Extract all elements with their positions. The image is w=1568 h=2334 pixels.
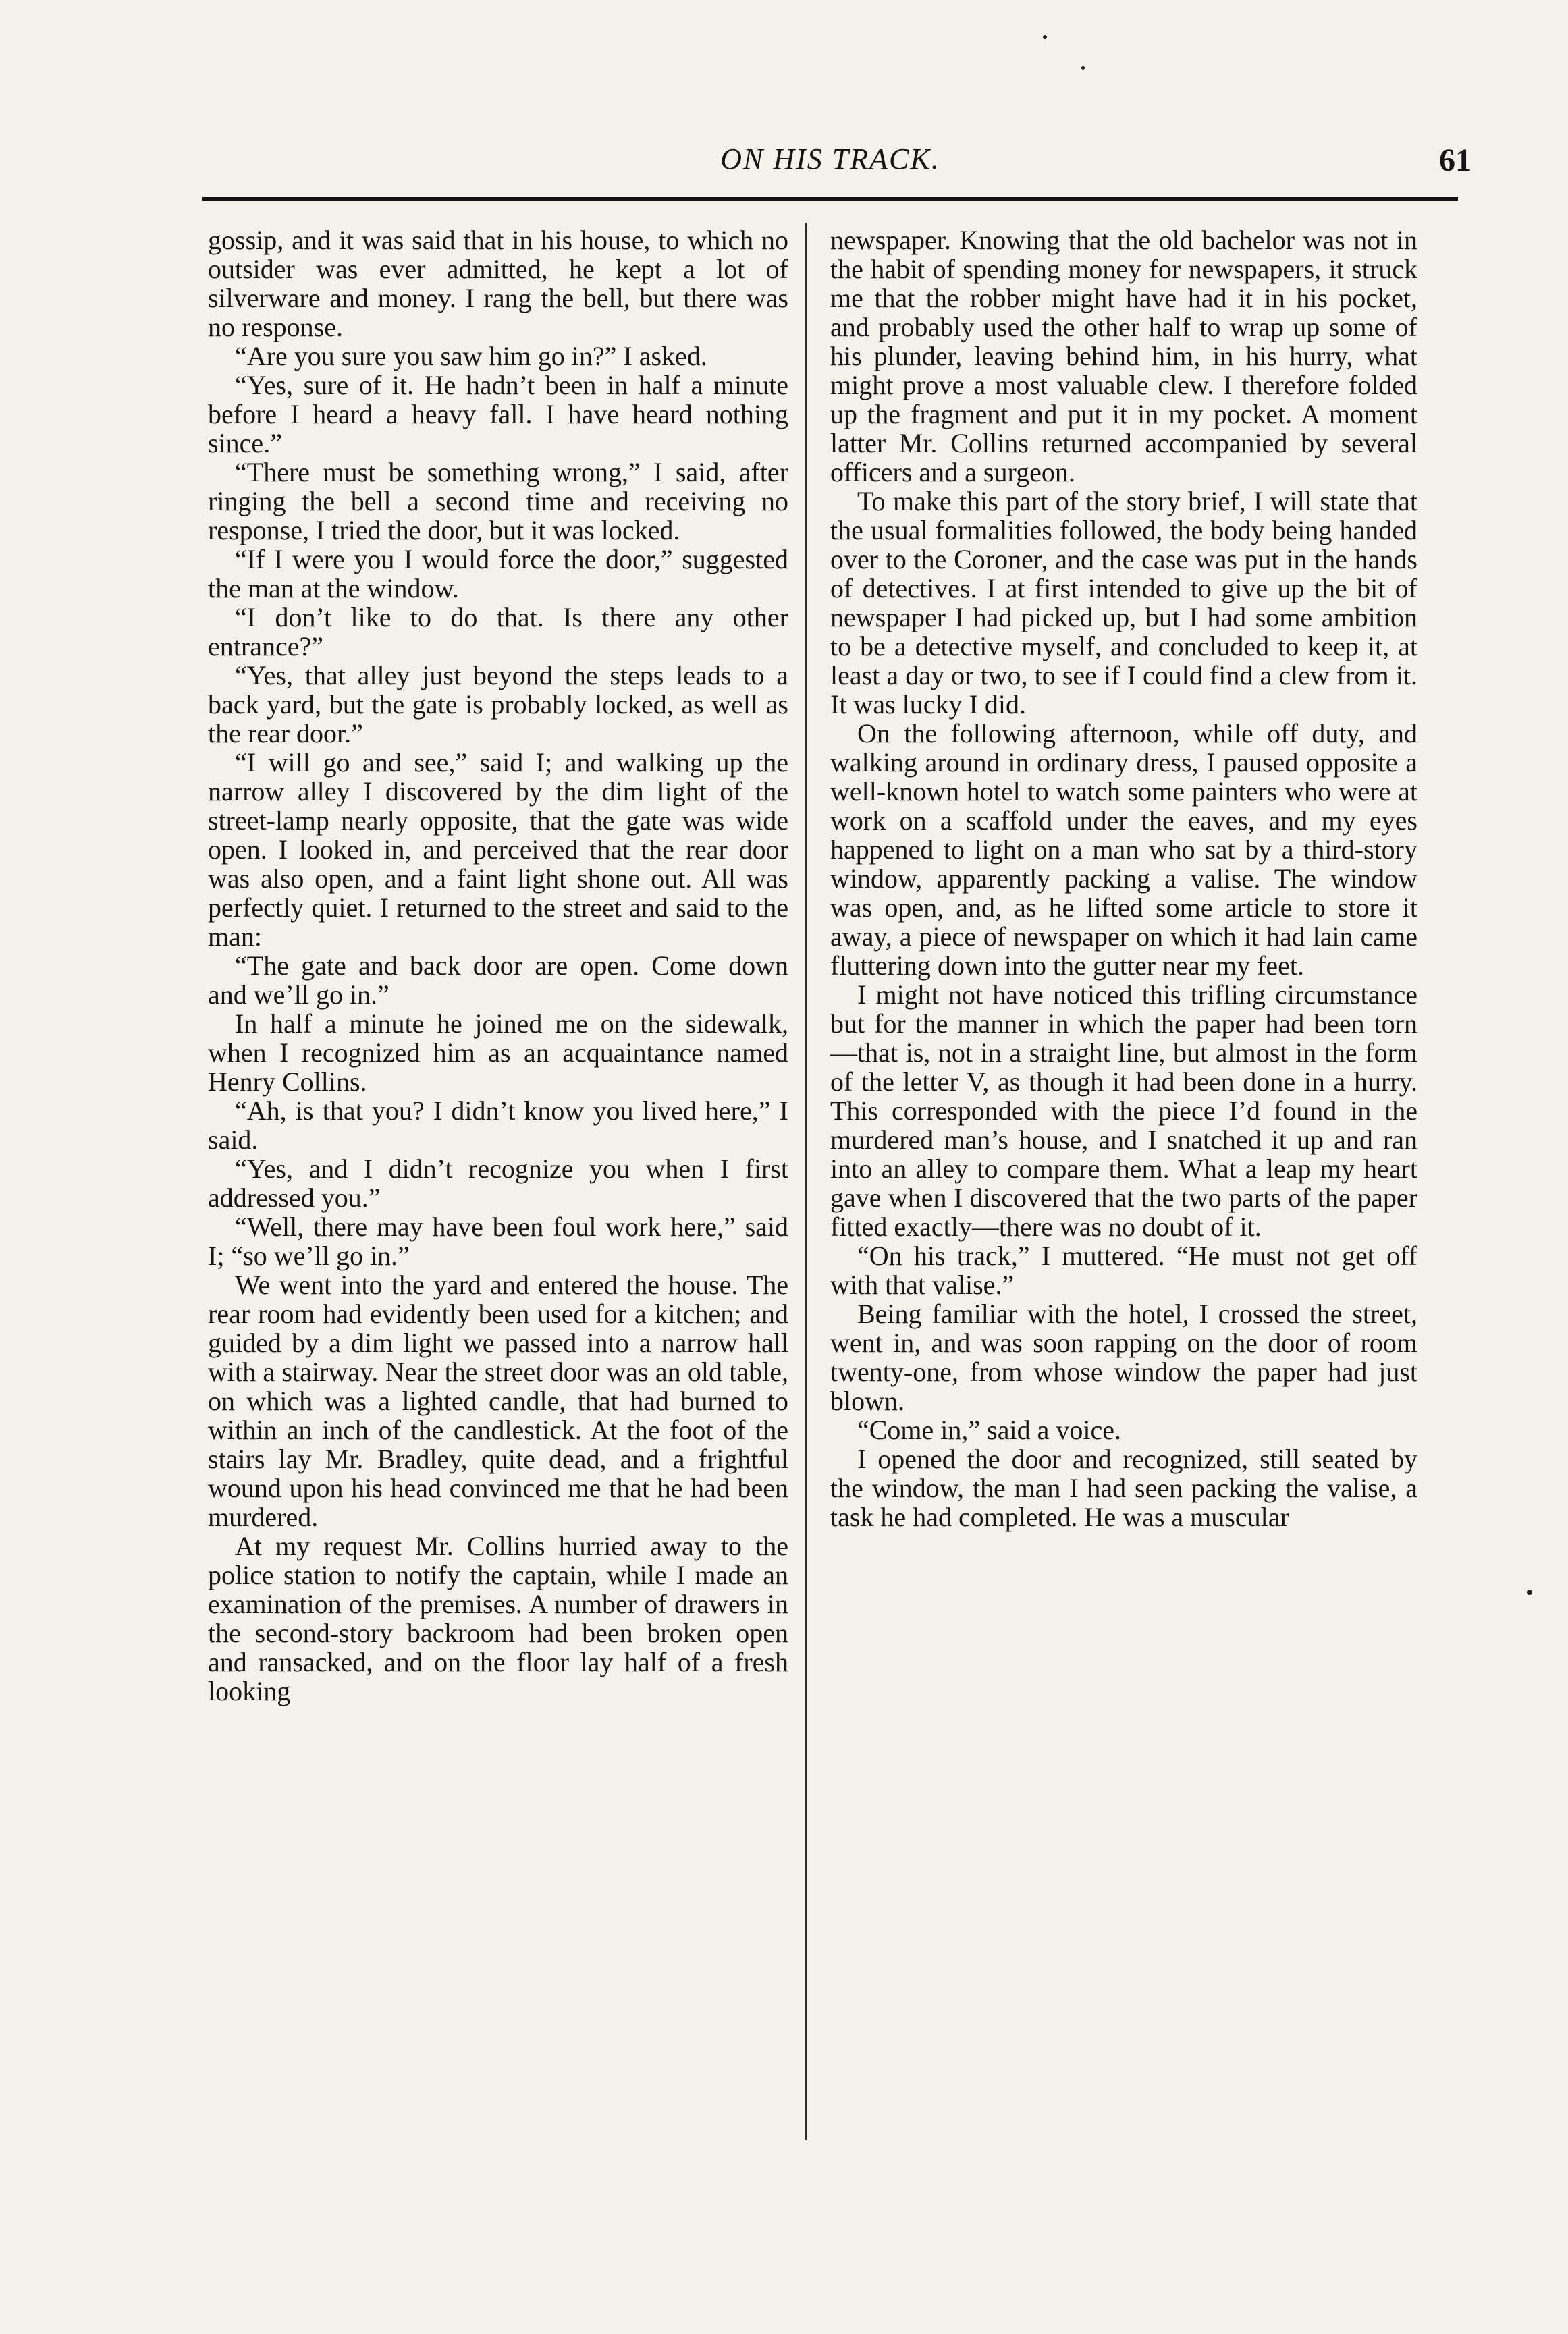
paragraph: “Come in,” said a voice.	[857, 1415, 1121, 1445]
paragraph: “Yes, that alley just beyond the steps leads to a back yard, but the gate is probably locked, as well as the rear door.”	[208, 660, 788, 749]
paragraph: newspaper. Knowing that the old bachelor was not in the habit of spending money for newspapers, it struck me that the robber might have had it in his pocket, and probably used the other half to wrap up some of his plunder, leaving behind him, in his hurry, what might prove a most valuable clew. I therefore folded up the fragment and put it in my pocket. A moment latter Mr. Collins returned accompanied by several officers and a surgeon.	[830, 225, 1417, 487]
paragraph: “There must be something wrong,” I said, after ringing the bell a second time and receiving no response, I tried the door, but it was locked.	[208, 457, 788, 545]
paragraph: To make this part of the story brief, I will state that the usual formalities followed, the body being handed over to the Coroner, and the case was put in the hands of detectives. I at first intended to give up the bit of newspaper I had picked up, but I had some ambition to be a detective myself, and concluded to keep it, at least a day or two, to see if I could find a clew from it. It was lucky I did.	[830, 486, 1417, 720]
speck	[1043, 35, 1047, 39]
paragraph: gossip, and it was said that in his house, to which no outsider was ever admitted, he kept a lot of silverware and money. I rang the bell, but there was no response.	[208, 225, 788, 342]
paragraph: “If I were you I would force the door,” suggested the man at the window.	[208, 544, 788, 603]
paragraph: At my request Mr. Collins hurried away to the police station to notify the captain, while I made an examination of the premises. A number of drawers in the second-story backroom had been broken open and ransacked, and on the floor lay half of a fresh looking	[208, 1531, 788, 1706]
paragraph: In half a minute he joined me on the sidewalk, when I recognized him as an acquaintance named Henry Collins.	[208, 1008, 788, 1097]
paragraph: I opened the door and recognized, still seated by the window, the man I had seen packing the valise, a task he had completed. He was a muscular	[830, 1444, 1417, 1532]
page-number: 61	[1439, 142, 1471, 178]
speck	[1081, 66, 1085, 70]
paragraph: “I don’t like to do that. Is there any other entrance?”	[208, 602, 788, 661]
paragraph: “The gate and back door are open. Come down and we’ll go in.”	[208, 950, 788, 1010]
paragraph: “I will go and see,” said I; and walking up the narrow alley I discovered by the dim light of the street-lamp nearly opposite, that the gate was wide open. I looked in, and perceived that the rear door was also open, and a faint light shone out. All was perfectly quiet. I returned to the street and said to the man:	[208, 747, 788, 952]
page-header	[189, 142, 1471, 189]
right-column	[830, 225, 1417, 1531]
column-divider	[805, 223, 807, 2140]
paragraph: “On his track,” I muttered. “He must not get off with that valise.”	[830, 1241, 1417, 1300]
running-title: ON HIS TRACK.	[720, 142, 940, 175]
paragraph: “Ah, is that you? I didn’t know you lived here,” I said.	[208, 1095, 788, 1155]
paragraph: We went into the yard and entered the house. The rear room had evidently been used for a kitchen; and guided by a dim light we passed into a narrow hall with a stairway. Near the street door was an old table, on which was a lighted candle, that had burned to within an inch of the candlestick. At the foot of the stairs lay Mr. Bradley, quite dead, and a frightful wound upon his head convinced me that he had been murdered.	[208, 1270, 788, 1532]
header-rule	[202, 197, 1458, 201]
paragraph: “Are you sure you saw him go in?” I asked.	[235, 341, 707, 371]
paragraph: “Yes, and I didn’t recognize you when I first addressed you.”	[208, 1154, 788, 1213]
left-column	[208, 225, 788, 1706]
paragraph: “Well, there may have been foul work here,” said I; “so we’ll go in.”	[208, 1212, 788, 1271]
paragraph: On the following afternoon, while off duty, and walking around in ordinary dress, I paused opposite a well-known hotel to watch some painters who were at work on a scaffold under the eaves, and my eyes happened to light on a man who sat by a third-story window, apparently packing a valise. The window was open, and, as he lifted some article to store it away, a piece of newspaper on which it had lain came fluttering down into the gutter near my feet.	[830, 718, 1417, 981]
paragraph: I might not have noticed this trifling circumstance but for the manner in which the paper had been torn—that is, not in a straight line, but almost in the form of the letter V, as though it had been done in a hurry. This corresponded with the piece I’d found in the murdered man’s house, and I snatched it up and ran into an alley to compare them. What a leap my heart gave when I discovered that the two parts of the paper fitted exactly—there was no doubt of it.	[830, 979, 1417, 1242]
paragraph: “Yes, sure of it. He hadn’t been in half a minute before I heard a heavy fall. I have heard nothing since.”	[208, 370, 788, 458]
paragraph: Being familiar with the hotel, I crossed the street, went in, and was soon rapping on the door of room twenty-one, from whose window the paper had just blown.	[830, 1299, 1417, 1416]
speck	[1527, 1590, 1532, 1595]
